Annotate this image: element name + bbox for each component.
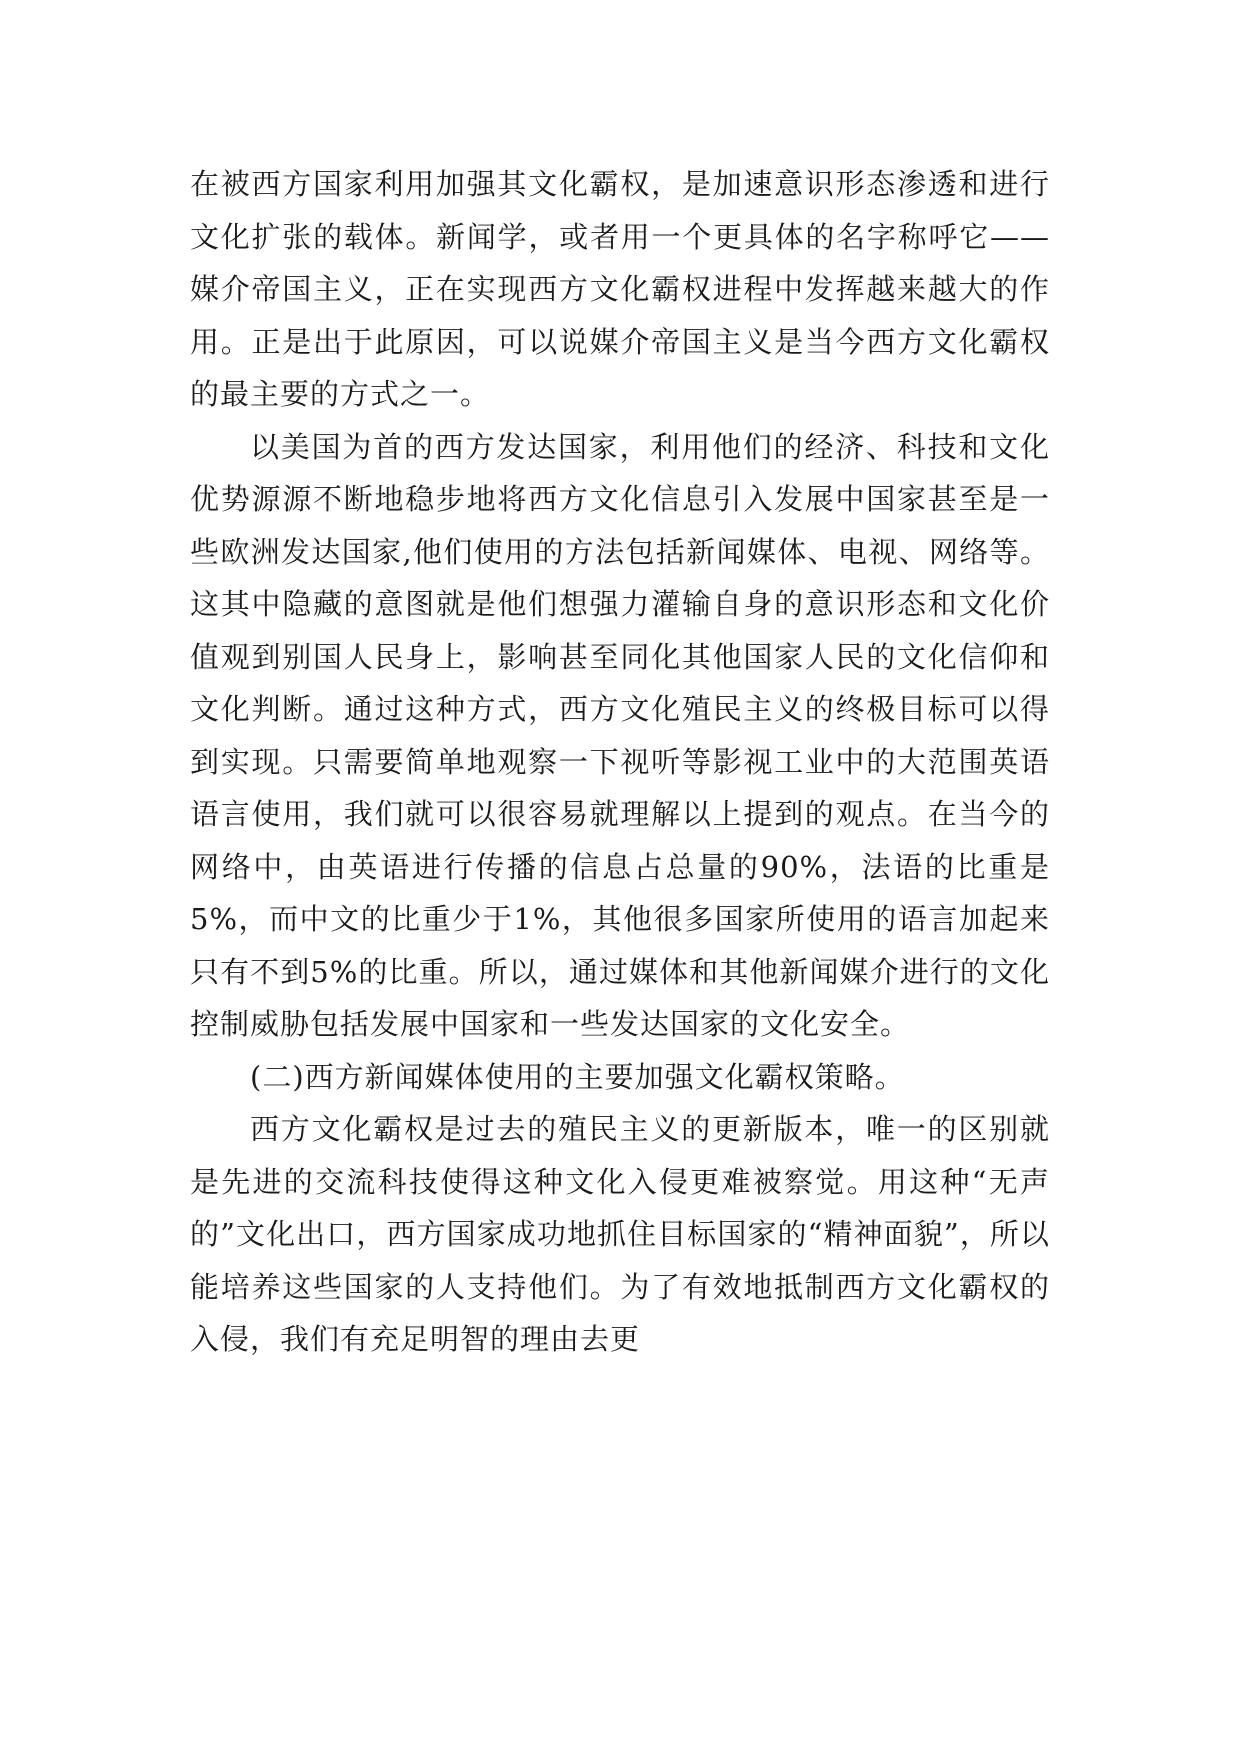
section-heading: (二)西方新闻媒体使用的主要加强文化霸权策略。	[250, 1059, 905, 1094]
paragraph-media-influence: 以美国为首的西方发达国家，利用他们的经济、科技和文化优势源源不断地稳步地将西方文化信息引入发展中国家甚至是一些欧洲发达国家,他们使用的方法包括新闻媒体、电视、网络等。这其中隐藏的意图就是他们想强力灌输自身的意识形态和文化价值观到别国人民身上，影响甚至同化其他国家人民的文化信仰和文化判断。通过这种方式，西方文化殖民主义的终极目标可以得到实现。只需要简单地观察一下视听等影视工业中的大范围英语语言使用，我们就可以很容易就理解以上提到的观点。在当今的网络中，由英语进行传播的信息占总量的90%，法语的比重是5%，而中文的比重少于1%，其他很多国家所使用的语言加起来只有不到5%的比重。所以，通过媒体和其他新闻媒介进行的文化控制威胁包括发展中国家和一些发达国家的文化安全。	[190, 429, 1050, 1041]
paragraph-cultural-hegemony: 西方文化霸权是过去的殖民主义的更新版本，唯一的区别就是先进的交流科技使得这种文化入侵更难被察觉。用这种“无声的”文化出口，西方国家成功地抓住目标国家的“精神面貌”，所以能培养这些国家的人支持他们。为了有效地抵制西方文化霸权的入侵，我们有充足明智的理由去更	[190, 1112, 1050, 1356]
document-body	[190, 158, 1050, 1366]
paragraph-continuation: 在被西方国家利用加强其文化霸权，是加速意识形态渗透和进行文化扩张的载体。新闻学，或者用一个更具体的名字称呼它——媒介帝国主义，正在实现西方文化霸权进程中发挥越来越大的作用。正是出于此原因，可以说媒介帝国主义是当今西方文化霸权的最主要的方式之一。	[190, 167, 1050, 411]
